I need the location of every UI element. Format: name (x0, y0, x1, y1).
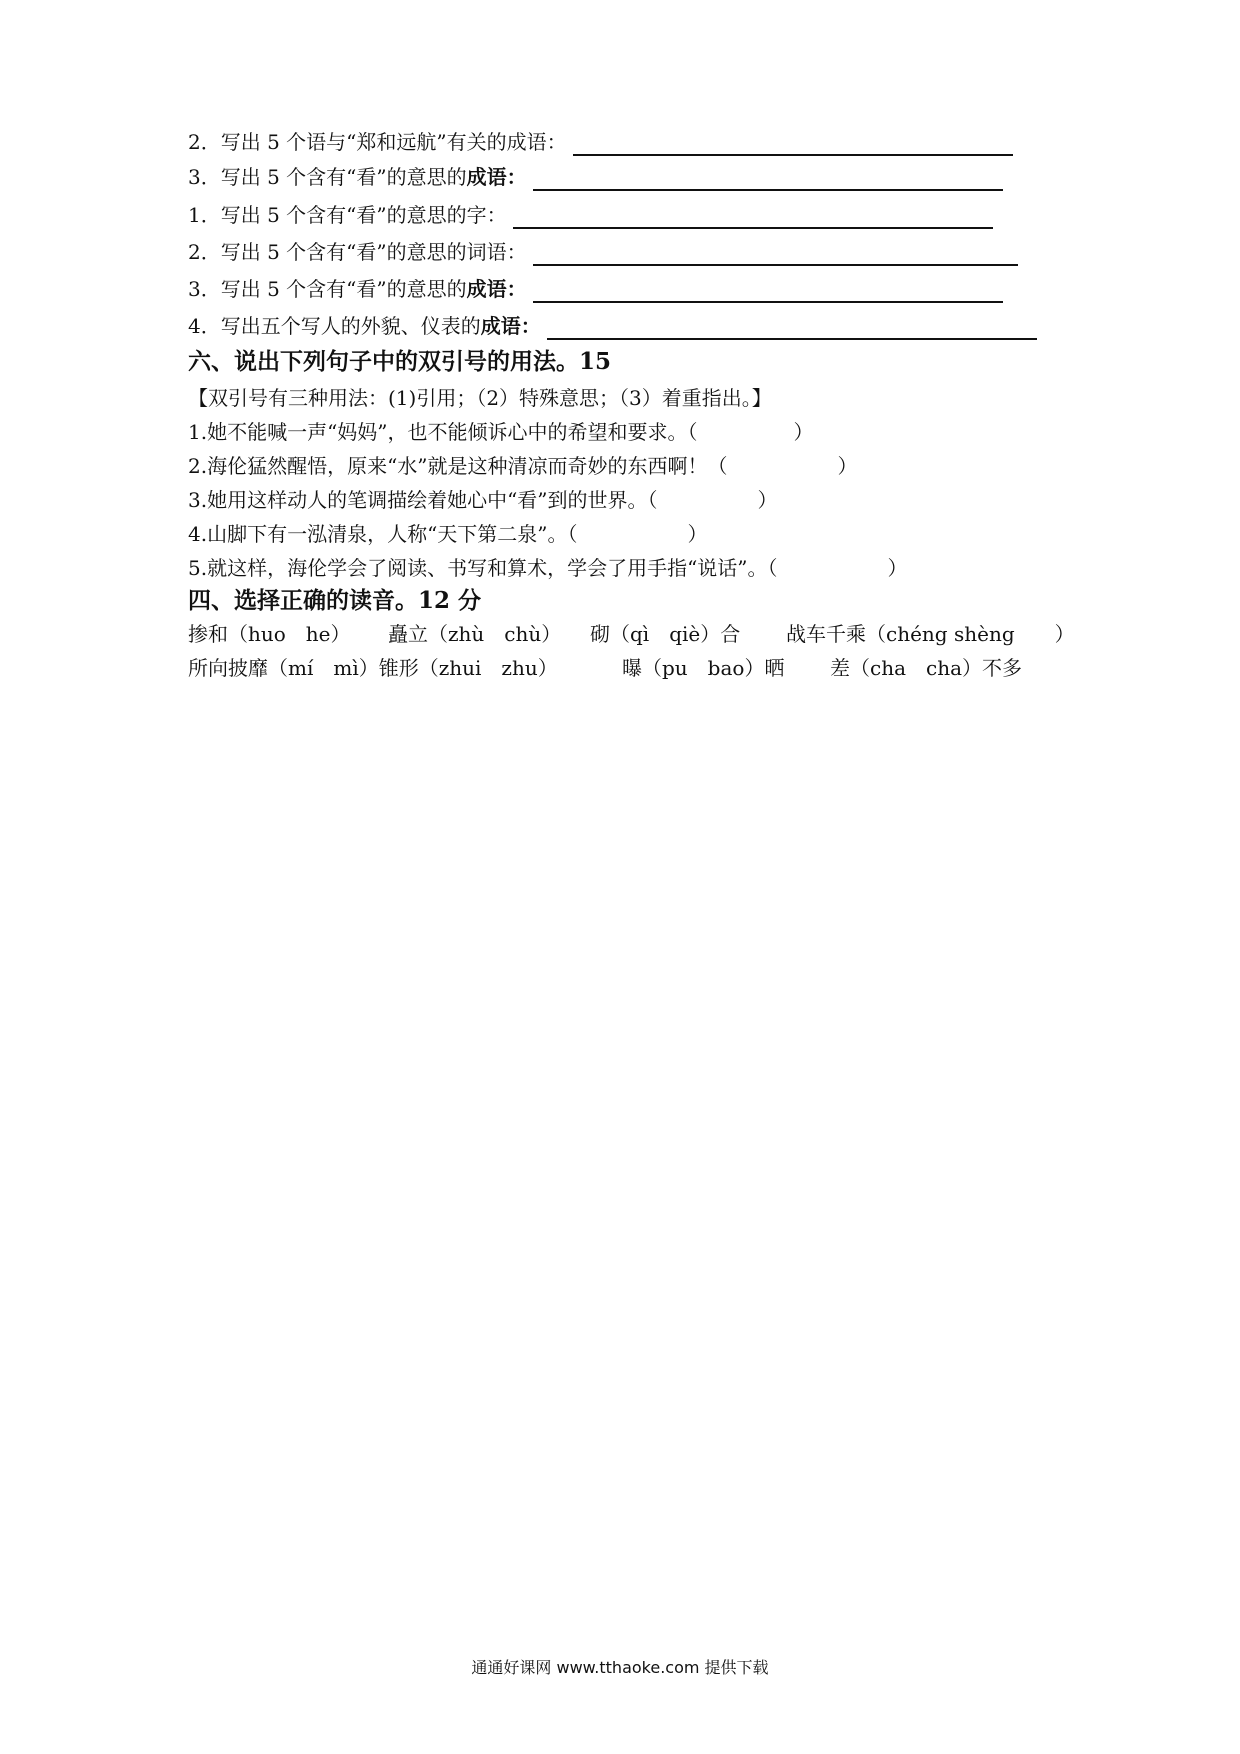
question-a5 (188, 275, 1003, 303)
pinyin-item: 砌（qì qiè）合 (590, 622, 741, 646)
quote-item-text: 5.就这样，海伦学会了阅读、书写和算术，学会了用手指“说话”。（ (188, 556, 778, 580)
close-paren: ） (887, 556, 908, 580)
question-a3 (188, 201, 993, 229)
section-six-hint: 【双引号有三种用法：(1)引用；（2）特殊意思；（3）着重指出。】 (188, 386, 772, 410)
question-number: 1． (188, 203, 221, 227)
quote-item-text: 1.她不能喊一声“妈妈”，也不能倾诉心中的希望和要求。（ (188, 420, 698, 444)
answer-line[interactable] (573, 134, 1013, 156)
close-paren: ） (757, 488, 778, 512)
close-paren: ） (837, 454, 858, 478)
question-number: 3． (188, 277, 221, 301)
question-number: 4． (188, 314, 221, 338)
quote-item-3 (188, 486, 778, 514)
quote-item-2 (188, 452, 858, 480)
quote-item-5 (188, 554, 908, 582)
question-text-bold: 成语： (466, 277, 527, 301)
question-a2 (188, 163, 1003, 191)
section-six-title: 六、说出下列句子中的双引号的用法。15 (188, 348, 612, 375)
pinyin-item: 曝（pu bao）晒 (622, 656, 785, 680)
quote-item-4 (188, 520, 708, 548)
pinyin-item: 战车千乘（chéng shèng ） (786, 622, 1075, 646)
question-number: 2． (188, 130, 221, 154)
pinyin-item: 差（cha cha）不多 (830, 656, 1023, 680)
close-paren: ） (793, 420, 814, 444)
question-text-bold: 成语： (480, 314, 541, 338)
pinyin-item: 矗立（zhù chù） (388, 622, 562, 646)
question-a4 (188, 238, 1018, 266)
question-text: 写出 5 个含有“看”的意思的字： (220, 203, 507, 227)
answer-line[interactable] (547, 318, 1037, 340)
answer-line[interactable] (533, 169, 1003, 191)
question-text: 写出 5 个含有“看”的意思的 (220, 277, 467, 301)
question-text: 写出五个写人的外貌、仪表的 (220, 314, 481, 338)
quote-item-text: 2.海伦猛然醒悟，原来“水”就是这种清凉而奇妙的东西啊！（ (188, 454, 728, 478)
pinyin-item: 掺和（huo he） (188, 622, 351, 646)
answer-line[interactable] (513, 207, 993, 229)
question-text-bold: 成语： (466, 165, 527, 189)
question-number: 3． (188, 165, 221, 189)
question-text: 写出 5 个含有“看”的意思的 (220, 165, 467, 189)
pinyin-item: 所向披靡（mí mì）锥形（zhui zhu） (188, 656, 558, 680)
answer-line[interactable] (533, 281, 1003, 303)
page-footer: 通通好课网 www.tthaoke.com 提供下载 (471, 1658, 769, 1677)
quote-item-1 (188, 418, 814, 446)
quote-item-text: 3.她用这样动人的笔调描绘着她心中“看”到的世界。（ (188, 488, 658, 512)
close-paren: ） (687, 522, 708, 546)
answer-line[interactable] (533, 244, 1018, 266)
question-a1 (188, 128, 1013, 156)
question-number: 2． (188, 240, 221, 264)
quote-item-text: 4.山脚下有一泓清泉，人称“天下第二泉”。（ (188, 522, 578, 546)
question-text: 写出 5 个语与“郑和远航”有关的成语： (220, 130, 567, 154)
question-a6 (188, 312, 1037, 340)
section-four-title: 四、选择正确的读音。12 分 (188, 587, 482, 614)
question-text: 写出 5 个含有“看”的意思的词语： (220, 240, 527, 264)
